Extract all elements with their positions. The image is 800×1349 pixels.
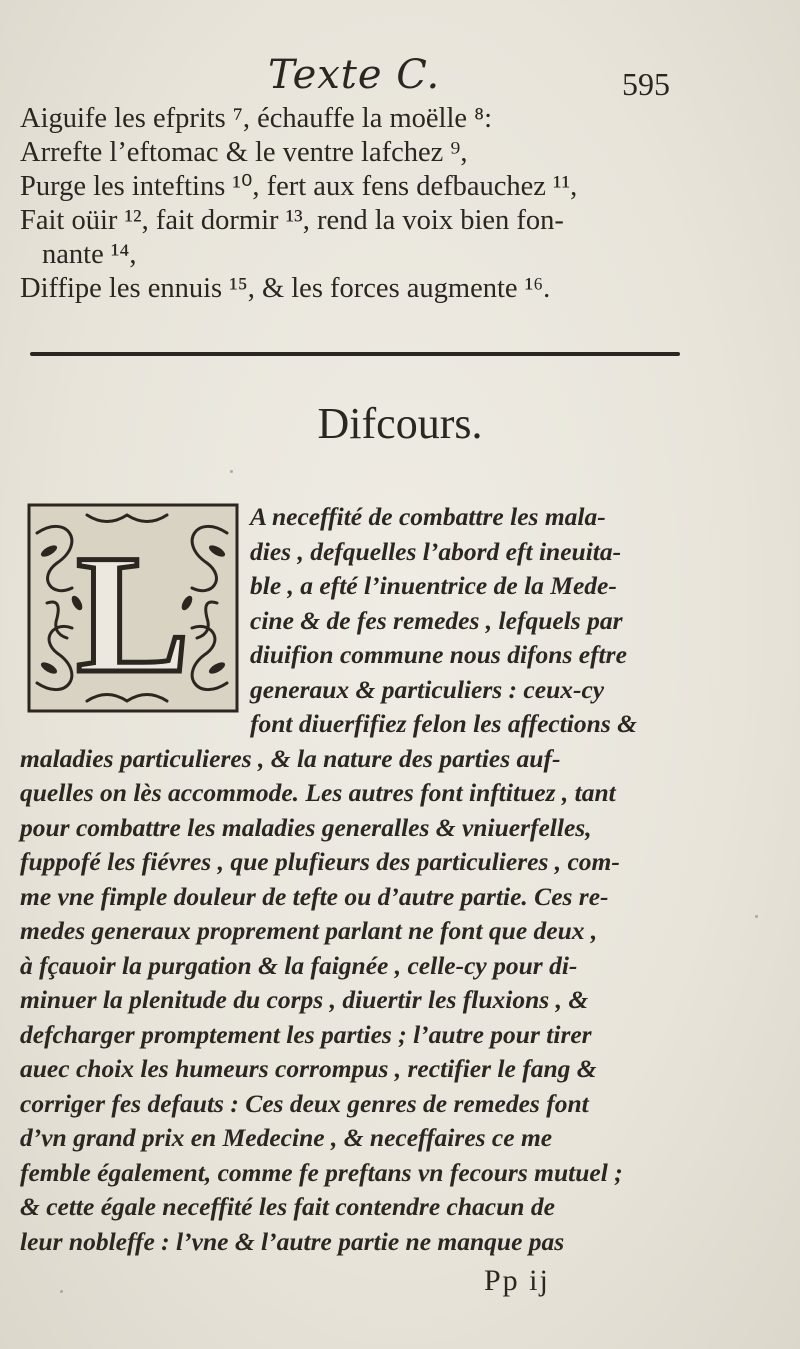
body-line: minuer la plenitude du corps , diuertir les fluxions , & (20, 985, 589, 1014)
body-line: diuifion commune nous difons eftre (250, 640, 627, 669)
catchword-signature: Pp ij (484, 1264, 550, 1297)
body-line: me vne fimple douleur de tefte ou d’autre partie. Ces re- (20, 881, 609, 911)
body-line: font diuerfifiez felon les affections & (250, 709, 637, 738)
paper-speck (755, 915, 758, 918)
verse-line: Aiguife les efprits ⁷, échauffe la moëlle ⁸: (20, 103, 493, 134)
running-head (0, 52, 800, 102)
body-line: quelles on lès accommode. Les autres font inftituez , tant (20, 778, 616, 807)
body-line: pour combattre les maladies generalles & vniuerfelles, (20, 812, 592, 842)
body-line: cine & de fes remedes , lefquels par (250, 605, 623, 635)
section-heading: Difcours. (317, 399, 483, 448)
body-line: auec choix les humeurs corrompus , rectifier le fang & (20, 1054, 597, 1083)
body-line: medes generaux proprement parlant ne font que deux , (20, 916, 598, 945)
verse-line: nante ¹⁴, (42, 239, 137, 270)
body-line: & cette égale neceffité les fait contendre chacun de (20, 1192, 555, 1221)
body-text (20, 500, 690, 1259)
section-divider (30, 352, 680, 356)
page-number: 595 (622, 66, 670, 102)
body-line: generaux & particuliers : ceux-cy (250, 674, 605, 704)
drop-cap-letter: L (76, 520, 190, 708)
body-line: fuppofé les fiévres , que plufieurs des particulieres , com- (20, 847, 620, 876)
verse-line: Arrefte l’eftomac & le ventre lafchez ⁹, (20, 137, 468, 168)
body-line: femble également, comme fe preftans vn fecours mutuel ; (20, 1157, 623, 1187)
paper-speck (230, 470, 233, 473)
verse-block (20, 102, 670, 306)
body-line: leur nobleffe : l’vne & l’autre partie ne manque pas (20, 1226, 565, 1256)
verse-line: Fait oüir ¹², fait dormir ¹³, rend la voix bien fon- (20, 205, 564, 236)
body-line: dies , defquelles l’abord eft ineuita- (250, 536, 622, 566)
body-line: maladies particulieres , & la nature des parties auf- (20, 743, 561, 773)
body-line: corriger fes defauts : Ces deux genres de remedes font (20, 1088, 589, 1118)
body-line: defcharger promptement les parties ; l’autre pour tirer (20, 1019, 592, 1049)
body-line: ble , a efté l’inuentrice de la Mede- (250, 571, 617, 600)
body-line: d’vn grand prix en Medecine , & neceffaires ce me (20, 1123, 553, 1152)
body-line: à fçauoir la purgation & la faignée , celle-cy pour di- (20, 950, 578, 980)
running-title: Texte C. (268, 52, 441, 98)
verse-line: Diffipe les ennuis ¹⁵, & les forces augmente ¹⁶. (20, 273, 551, 304)
paper-speck (60, 1290, 63, 1293)
verse-line: Purge les inteftins ¹⁰, fert aux fens defbauchez ¹¹, (20, 171, 578, 202)
body-line: A neceffité de combattre les mala- (250, 502, 606, 531)
